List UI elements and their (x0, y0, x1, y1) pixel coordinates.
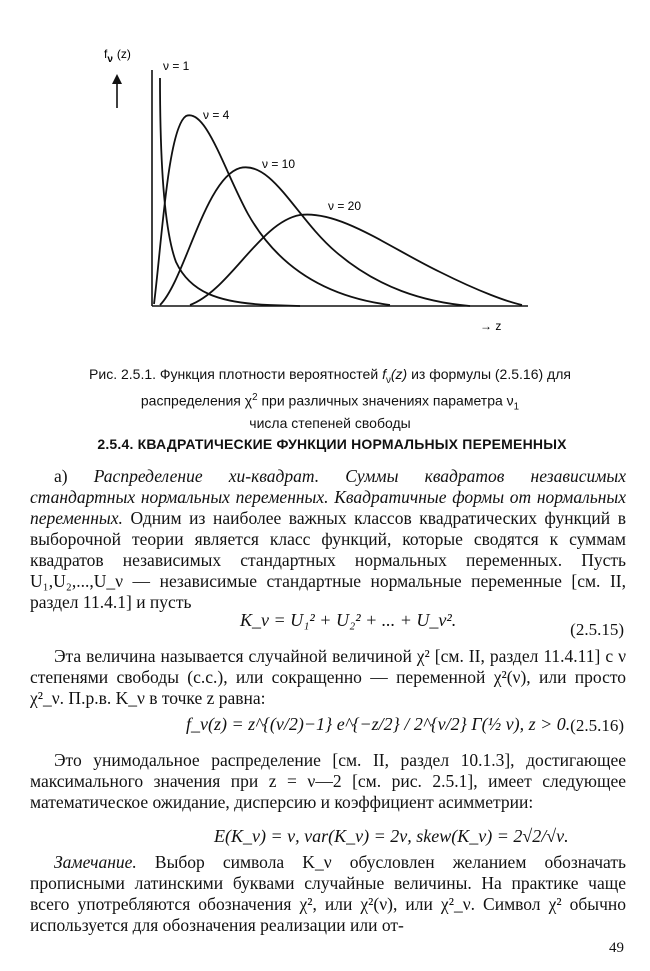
equation-number-2-5-16: (2.5.16) (570, 716, 624, 735)
curve-label-nu-20: ν = 20 (328, 199, 362, 213)
paragraph-1-italic: Распределение хи-квадрат. Суммы квадратов независимых стандартных нормальных переменных. Квадратичные формы от нормальных переменных. (30, 466, 626, 528)
paragraph-4: Замечание. Выбор символа K_ν обусловлен желанием обозначать прописными латинскими буквами случайные величины. На практике чаще всего употребляются обозначения χ², или χ²(ν), или χ²_ν. Символ χ² обычно используется для обозначения реализации или от- (30, 852, 626, 935)
equation-2-5-15: K_ν = U₁² + U₂² + ... + U_ν². (240, 610, 457, 630)
section-heading: 2.5.4. КВАДРАТИЧЕСКИЕ ФУНКЦИИ НОРМАЛЬНЫХ ПЕРЕМЕННЫХ (97, 436, 567, 452)
y-axis-arrowhead (112, 74, 122, 84)
y-axis-label: $f_\nu$ (z) (104, 47, 131, 65)
page-number: 49 (609, 940, 624, 956)
curve-label-nu-10: ν = 10 (262, 157, 296, 171)
chi-square-density-figure (0, 0, 650, 360)
remark-label: Замечание. (54, 852, 137, 872)
x-axis-label: → z (480, 319, 502, 333)
curve-nu-20 (190, 215, 522, 305)
paragraph-2: Эта величина называется случайной величиной χ² [см. II, раздел 11.4.11] с ν степенями свободы (с.с.), или сокращенно — переменной χ²(ν), или просто χ²_ν. П.р.в. K_ν в точке z равна: (30, 646, 626, 708)
paragraph-1: а) Распределение хи-квадрат. Суммы квадратов независимых стандартных нормальных переменных. Квадратичные формы от нормальных переменных. Одним из наиболее важных классов квадратических функций в выборочной теории является класс функций, которые сводятся к суммам квадратов независимых стандартных нормальных переменных. Пусть U₁,U₂,...,U_ν — независимые стандартные нормальные переменные [см. II, раздел 11.4.1] и пусть (30, 466, 626, 612)
equation-2-5-16: f_ν(z) = z^{(ν/2)−1} e^{−z/2} / 2^{ν/2} Γ(½ ν), z > 0. (186, 714, 571, 734)
curve-nu-1 (160, 78, 300, 306)
curve-label-nu-1: ν = 1 (163, 59, 190, 73)
curve-label-nu-4: ν = 4 (203, 108, 230, 122)
equation-moments: E(K_ν) = ν, var(K_ν) = 2ν, skew(K_ν) = 2√2/√ν. (214, 826, 569, 846)
curve-nu-10 (160, 167, 470, 306)
figure-caption: Рис. 2.5.1. Функция плотности вероятностей $f_\nu(z)$ из формулы (2.5.16) для распределения $\chi^2$ при различных значениях параметра $\nu_1$ числа степеней свободы (89, 366, 571, 432)
equation-number-2-5-15: (2.5.15) (570, 620, 624, 639)
paragraph-3: Это унимодальное распределение [см. II, раздел 10.1.3], достигающее максимального значения при z = ν—2 [см. рис. 2.5.1], имеет следующее математическое ожидание, дисперсию и коэффициент асимметрии: (30, 750, 626, 812)
